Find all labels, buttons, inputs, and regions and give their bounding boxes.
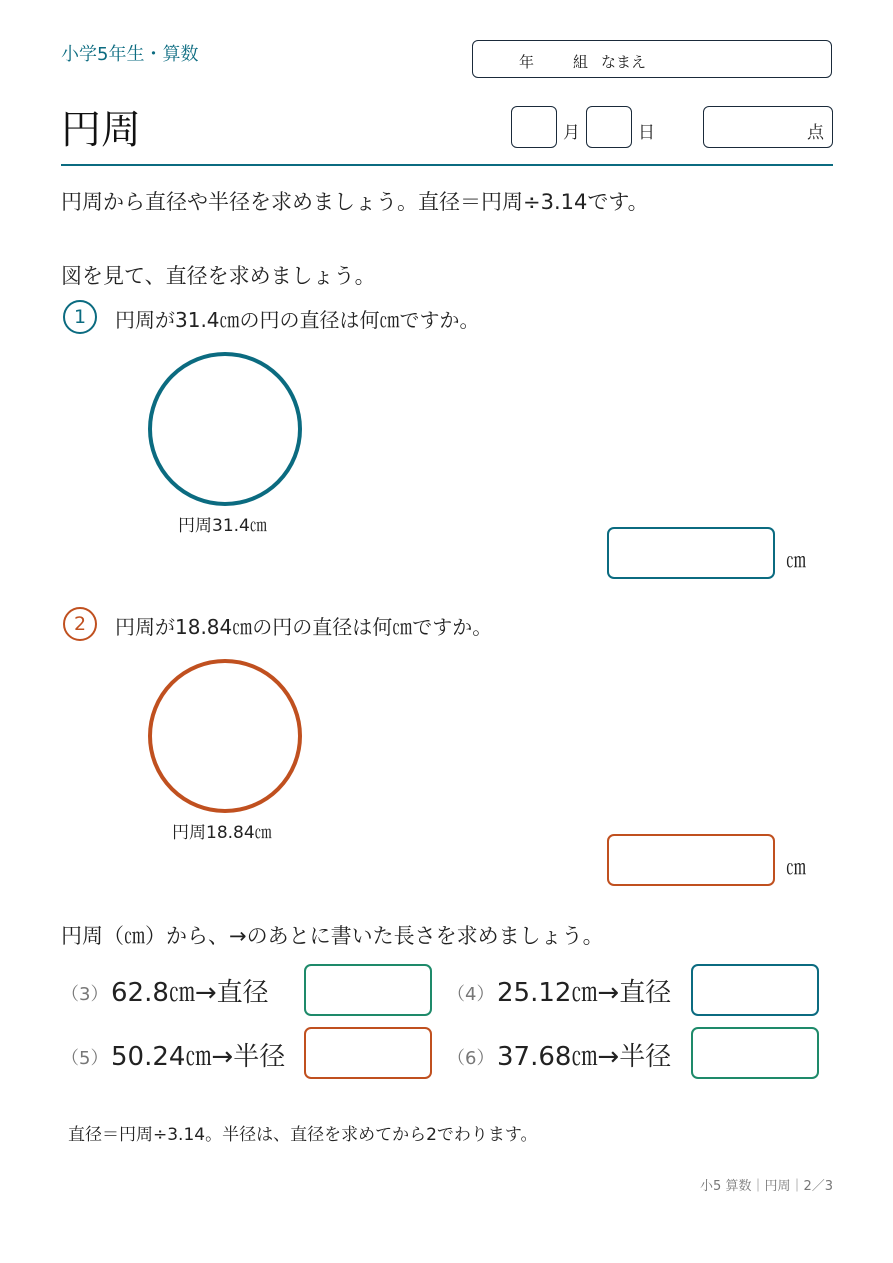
- day-field[interactable]: [586, 106, 632, 148]
- question-number-2: 2: [63, 607, 97, 641]
- circle-figure-2: [145, 657, 305, 817]
- score-field[interactable]: [703, 106, 833, 148]
- answer-box-5[interactable]: [304, 1027, 432, 1079]
- grade-label: 小学5年生・算数: [61, 44, 199, 65]
- score-label: 点: [807, 123, 824, 143]
- answer-box-6[interactable]: [691, 1027, 819, 1079]
- answer-box-1[interactable]: [607, 527, 775, 579]
- problem-number-3: （3）: [61, 984, 109, 1005]
- answer-box-2[interactable]: [607, 834, 775, 886]
- question-text-1: 円周が31.4㎝の円の直径は何㎝ですか。: [115, 308, 480, 332]
- name-label: なまえ: [601, 53, 647, 71]
- section2-heading: 円周（㎝）から、→のあとに書いた長さを求めましょう。: [61, 924, 604, 948]
- month-field[interactable]: [511, 106, 557, 148]
- circle-figure-1: [145, 350, 305, 510]
- problem-expression-3: 62.8㎝→直径: [111, 978, 269, 1008]
- name-field[interactable]: [472, 40, 832, 78]
- unit-label-1: ㎝: [786, 548, 806, 572]
- problem-expression-5: 50.24㎝→半径: [111, 1042, 286, 1072]
- circle-label-1: 円周31.4㎝: [178, 516, 267, 536]
- question-text-2: 円周が18.84㎝の円の直径は何㎝ですか。: [115, 615, 493, 639]
- day-label: 日: [638, 123, 655, 143]
- year-label: 年: [519, 53, 535, 71]
- problem-expression-6: 37.68㎝→半径: [497, 1042, 672, 1072]
- header-divider: [61, 164, 833, 166]
- unit-label-2: ㎝: [786, 855, 806, 879]
- class-label: 組: [573, 53, 589, 71]
- page-title: 円周: [61, 107, 141, 153]
- problem-number-4: （4）: [447, 984, 495, 1005]
- answer-box-3[interactable]: [304, 964, 432, 1016]
- section1-heading: 図を見て、直径を求めましょう。: [61, 264, 376, 288]
- answer-box-4[interactable]: [691, 964, 819, 1016]
- page-footer: 小5 算数｜円周｜2／3: [700, 1179, 833, 1194]
- problem-number-5: （5）: [61, 1048, 109, 1069]
- question-number-1: 1: [63, 300, 97, 334]
- circle-label-2: 円周18.84㎝: [172, 823, 272, 843]
- intro-text: 円周から直径や半径を求めましょう。直径＝円周÷3.14です。: [61, 190, 649, 214]
- problem-number-6: （6）: [447, 1048, 495, 1069]
- problem-expression-4: 25.12㎝→直径: [497, 978, 672, 1008]
- month-label: 月: [563, 123, 580, 143]
- hint-note: 直径＝円周÷3.14。半径は、直径を求めてから2でわります。: [68, 1125, 538, 1145]
